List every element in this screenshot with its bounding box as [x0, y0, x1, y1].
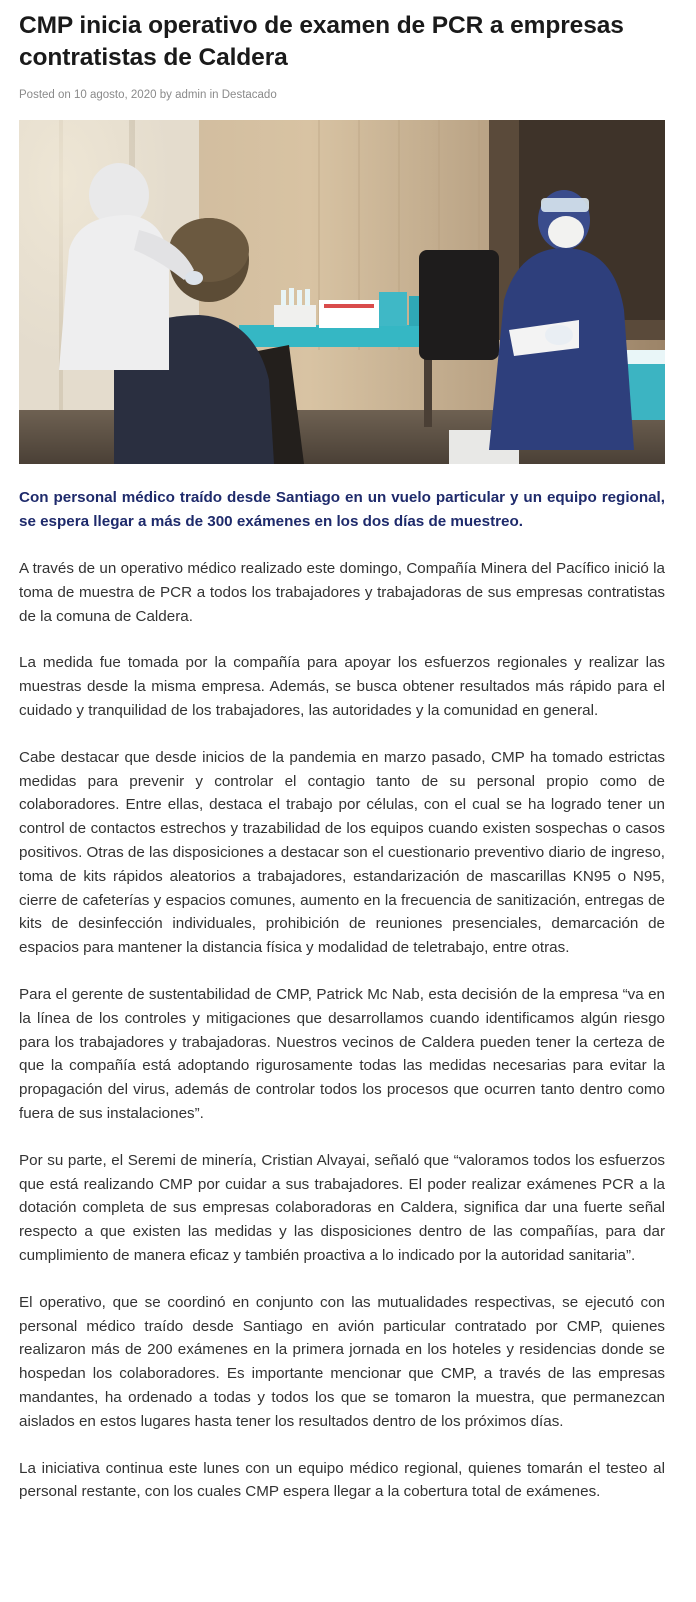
by-label: by [159, 89, 172, 101]
article-paragraph-1: A través de un operativo médico realizado este domingo, Compañía Minera del Pacífico inició la toma de muestra de PCR a todos los trabajadores y trabajadoras de sus empresas contratistas de la comuna de Caldera. [19, 560, 665, 625]
article-paragraph-7: La iniciativa continua este lunes con un equipo médico regional, quienes tomarán el testeo al personal restante, con los cuales CMP espera llegar a la cobertura total de exámenes. [19, 1459, 665, 1501]
featured-image [19, 120, 665, 464]
article-paragraph-3: Cabe destacar que desde inicios de la pandemia en marzo pasado, CMP ha tomado estrictas medidas para prevenir y controlar el contagio tanto de su personal propio como de colaboradores. Entre ellas, destaca el trabajo por células, con el cual se ha logrado tener un control de contactos estrechos y trazabilidad de los equipos cuando existen sospechas o casos positivos. Otras de las disposiciones a destacar son el cuestionario preventivo diario de ingreso, toma de kits rápidos aleatorios a trabajadores, estandarización de mascarillas KN95 o N95, cierre de cafeterías y espacios comunes, aumento en la frecuencia de sanitización, entregas de kits de desinfección individuales, prohibición de reuniones presenciales, demarcación de espacios para mantener la distancia física y modalidad de teletrabajo, entre otras. [19, 748, 665, 957]
post-meta [19, 87, 665, 103]
posted-prefix: Posted on [19, 89, 71, 101]
in-label: in [209, 89, 219, 101]
category-link[interactable]: Destacado [221, 89, 277, 101]
article-paragraph-6: El operativo, que se coordinó en conjunto con las mutualidades respectivas, se ejecutó con personal médico traído desde Santiago en avión particular contratado por CMP, quienes realizaron más de 200 exámenes en la primera jornada en los hoteles y residencias donde se hospedan los colaboradores. Es importante mencionar que CMP, a través de las empresas mandantes, ha ordenado a todas y todos los que se tomaron la muestra, que permanezcan aislados en estos lugares hasta tener los resultados dentro de los próximos días. [19, 1293, 665, 1430]
article-paragraph-2: La medida fue tomada por la compañía para apoyar los esfuerzos regionales y realizar las muestras desde la misma empresa. Además, se busca obtener resultados más rápido para el cuidado y tranquilidad de los trabajadores, las autoridades y la comunidad en general. [19, 654, 665, 719]
pcr-testing-photo [19, 120, 665, 464]
article-title: CMP inicia operativo de examen de PCR a empresas contratistas de Caldera [19, 12, 624, 71]
article-lead: Con personal médico traído desde Santiago en un vuelo particular y un equipo regional, se espera llegar a más de 300 exámenes en los dos días de muestreo. [19, 489, 665, 530]
article-paragraph-4: Para el gerente de sustentabilidad de CMP, Patrick Mc Nab, esta decisión de la empresa “va en la línea de los controles y mitigaciones que desarrollamos cuando identificamos algún riesgo para los trabajadores y trabajadoras. Nuestros vecinos de Caldera pueden tener la certeza de que la compañía está adoptando rigurosamente todas las medidas necesarias para evitar la propagación del virus, además de controlar todos los procesos que ocurren tanto dentro como fuera de sus instalaciones”. [19, 985, 665, 1122]
author-link[interactable]: admin [175, 89, 207, 101]
article [19, 0, 665, 1504]
post-date-link[interactable]: 10 agosto, 2020 [74, 89, 157, 101]
article-paragraph-5: Por su parte, el Seremi de minería, Cristian Alvayai, señaló que “valoramos todos los esfuerzos que está realizando CMP por cuidar a sus trabajadores. El poder realizar exámenes PCR a la dotación completa de sus empresas colaboradoras en Caldera, significa dar una fuerte señal respecto a que existen las medidas y las disposiciones dentro de las compañías, para dar cumplimiento de manera eficaz y también proactiva a lo indicado por la autoridad sanitaria”. [19, 1151, 665, 1264]
